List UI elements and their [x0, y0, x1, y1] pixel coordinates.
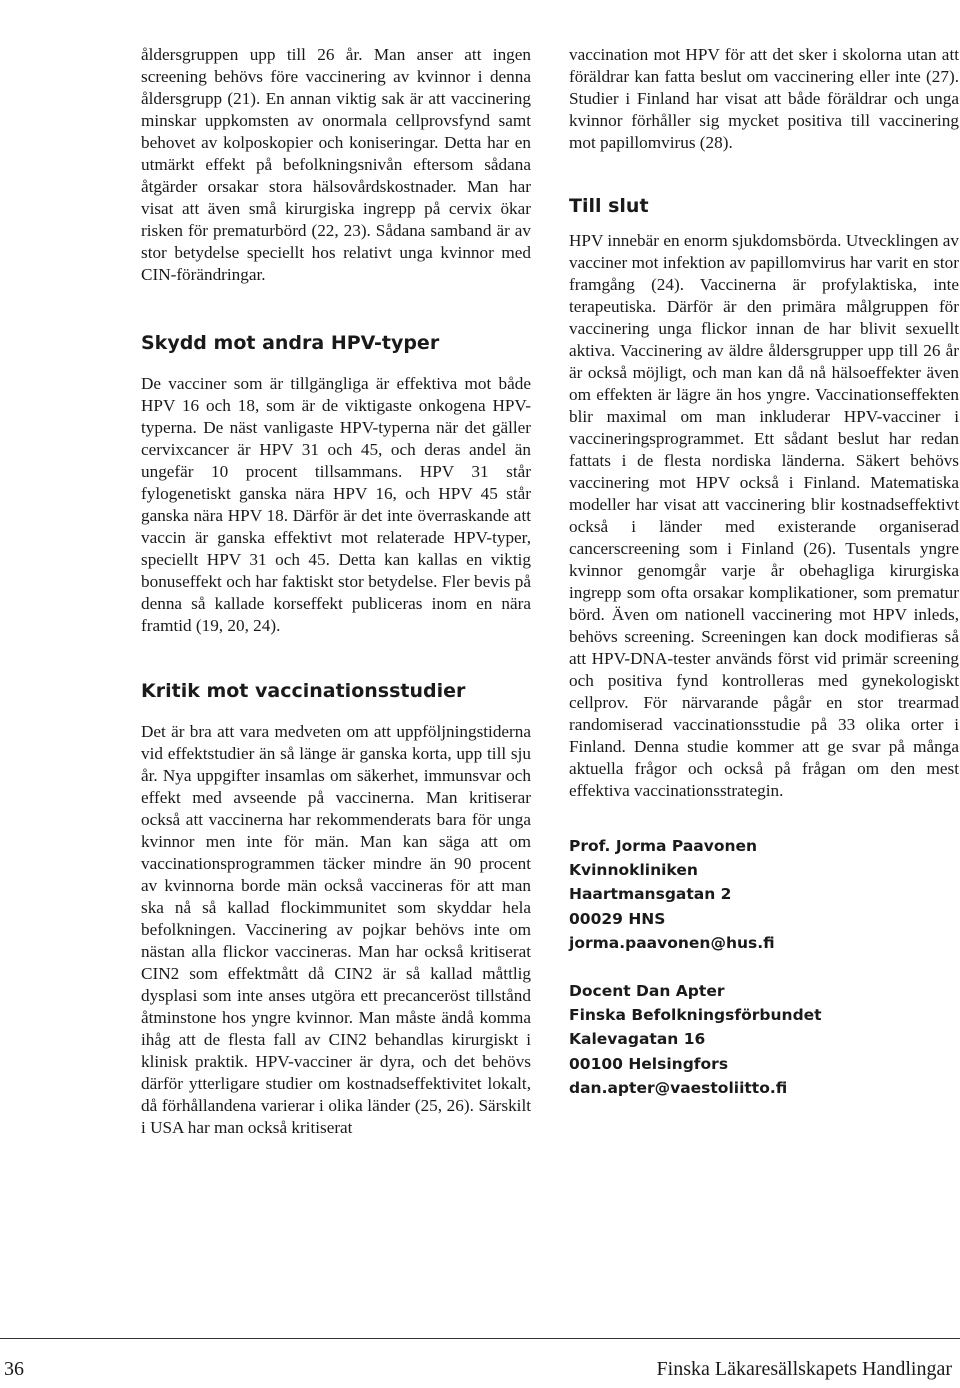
paragraph: Det är bra att vara medveten om att uppföljningstiderna vid effektstudier än så länge är ganska korta, upp till sju år. Nya uppgifter insamlas om säkerhet, immunsvar och effekt med avseende på vaccinerna. Man kritiserar också att vaccinerna har rekommenderats bara för unga kvinnor men inte för män. Man kan säga att om vaccinationsprogrammen täcker mindre än 90 procent av kvinnorna borde män också vaccineras för att man ska nå så kallad flockimmunitet som skyddar hela befolkningen. Vaccinering av pojkar behövs inte om nästan alla flickor vaccineras. Man har också kritiserat CIN2 som effektmått då CIN2 är så kallad måttlig dysplasi som inte anses utgöra ett precanceröst tillstånd åtminstone hos yngre kvinnor. Man måste ändå komma ihåg att de flesta fall av CIN2 behandlas kirurgiskt i klinisk praktik. HPV-vacciner är dyra, och det behövs därför ytterligare studier om kostnadseffektivitet lokalt, då förhållandena varierar i olika länder (25, 26). Särskilt i USA har man också kritiserat — [141, 722, 531, 1137]
right-column — [569, 44, 959, 1100]
author-email: dan.apter@vaestoliitto.fi — [569, 1078, 788, 1097]
author-street: Haartmansgatan 2 — [569, 885, 732, 904]
journal-name: Finska Läkaresällskapets Handlingar — [656, 1358, 952, 1380]
author-name: Docent Dan Apter — [569, 982, 725, 1001]
page-number: 36 — [4, 1358, 24, 1380]
left-column — [141, 44, 531, 1139]
author-block — [569, 834, 959, 955]
author-block — [569, 979, 959, 1100]
author-email: jorma.paavonen@hus.fi — [569, 933, 775, 952]
author-street: Kalevagatan 16 — [569, 1030, 706, 1049]
paragraph: vaccination mot HPV för att det sker i skolorna utan att föräldrar kan fatta beslut om vaccinering eller inte (27). Studier i Finland har visat att både föräldrar och unga kvinnor förhåller sig mycket positiva till vaccinering mot papillomvirus (28). — [569, 45, 959, 152]
section-heading: Skydd mot andra HPV-typer — [141, 332, 440, 354]
author-affiliation: Kvinnokliniken — [569, 861, 698, 880]
footer-divider — [0, 1338, 960, 1339]
paragraph: De vacciner som är tillgängliga är effektiva mot både HPV 16 och 18, som är de viktigaste onkogena HPV-typerna. De näst vanligaste HPV-typerna när det gäller cervixcancer är HPV 31 och 45, och deras andel än ungefär 10 procent tillsammans. HPV 31 står fylogenetiskt ganska nära HPV 16, och HPV 45 står ganska nära HPV 18. Därför är det inte överraskande att vaccin är ganska effektivt mot relaterade HPV-typer, speciellt HPV 31 och 45. Detta kan kallas en viktig bonuseffekt och har faktiskt stor betydelse. Fler bevis på denna så kallade korseffekt publiceras inom en nära framtid (19, 20, 24). — [141, 374, 531, 635]
author-postcode: 00100 Helsingfors — [569, 1054, 729, 1073]
paragraph: HPV innebär en enorm sjukdomsbörda. Utvecklingen av vacciner mot infektion av papillomvirus har varit en stor framgång (24). Vaccinerna är profylaktiska, inte terapeutiska. Därför är den primära målgruppen för vaccinering unga flickor innan de har blivit sexuellt aktiva. Vaccinering av äldre åldersgrupper upp till 26 år är också möjligt, och man kan då nå hälsoeffekter även om effekten är lägre än hos yngre. Vaccinationseffekten blir maximal om man inkluderar HPV-vacciner i vaccineringsprogrammet. Ett sådant beslut har redan fattats i de flesta nordiska länderna. Säkert behövs vaccinering mot HPV också i Finland. Matematiska modeller har visat att vaccinering blir kostnadseffektivt också i länder med existerande organiserad cancerscreening som i Finland (26). Tusentals yngre kvinnor genomgår varje år obehagliga kirurgiska ingrepp som ofta orsakar komplikationer, som prematur börd. Även om nationell vaccinering mot HPV inleds, behövs screening. Screeningen kan dock modifieras så att HPV-DNA-tester används först vid primär screening och positiva fynd kontrolleras med gynekologiskt cellprov. För närvarande pågår en stor trearmad randomiserad vaccinationsstudie på 33 olika orter i Finland. Denna studie kommer att ge svar på många aktuella frågor och också på frågan om den mest effektiva vaccinationsstrategin. — [569, 231, 959, 800]
section-heading: Kritik mot vaccinationsstudier — [141, 680, 466, 702]
author-affiliation: Finska Befolkningsförbundet — [569, 1006, 822, 1025]
author-name: Prof. Jorma Paavonen — [569, 837, 758, 855]
section-heading: Till slut — [569, 195, 649, 217]
paragraph: åldersgruppen upp till 26 år. Man anser att ingen screening behövs före vaccinering av kvinnor i denna åldersgrupp (21). En annan viktig sak är att vaccinering minskar uppkomsten av onormala cellprovsfynd samt behovet av kolposkopier och koniseringar. Detta har en utmärkt effekt på befolkningsnivån eftersom sådana åtgärder orsakar stora hälsovårdskostnader. Man har visat att även små kirurgiska ingrepp på cervix ökar risken för prematurbörd (22, 23). Sådana samband är av stor betydelse speciellt hos relativt unga kvinnor med CIN-förändringar. — [141, 45, 531, 284]
author-postcode: 00029 HNS — [569, 909, 666, 928]
